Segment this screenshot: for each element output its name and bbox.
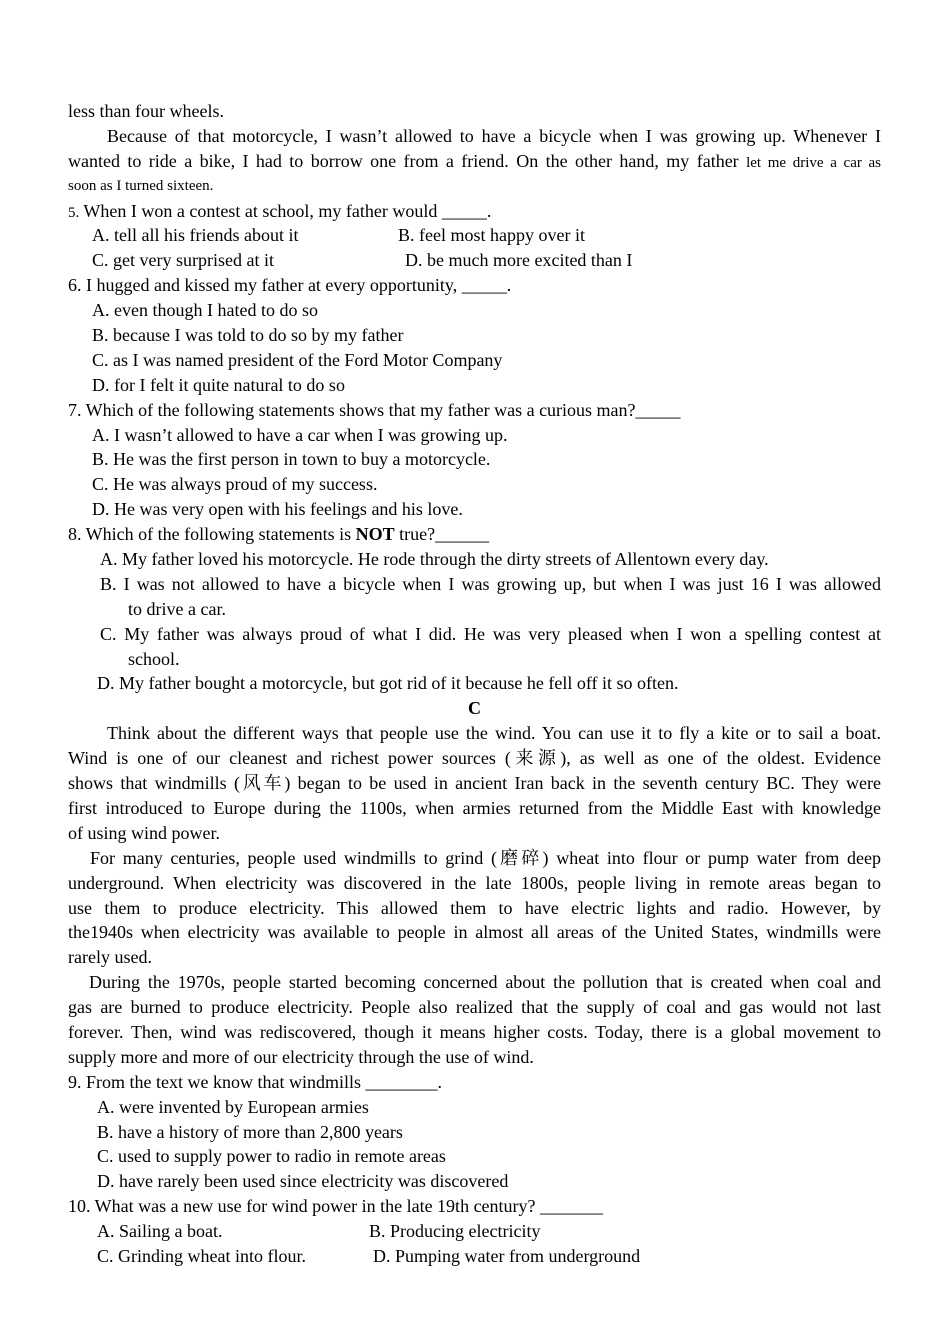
option-c-cont: school.: [128, 648, 180, 669]
option-b: B. because I was told to do so by my father: [92, 325, 404, 346]
emphasis-not: NOT: [355, 524, 395, 545]
passage-line: shows that windmills (风车) began to be used in ancient Iran back in the seventh century BC. They were: [68, 773, 881, 794]
question-5-stem: [68, 199, 881, 224]
option-a: A. My father loved his motorcycle. He rode through the dirty streets of Allentown every day.: [100, 549, 769, 570]
option-b: B. He was the first person in town to buy a motorcycle.: [92, 449, 491, 470]
option-b-cont: to drive a car.: [128, 598, 226, 619]
passage-line: supply more and more of our electricity through the use of wind.: [68, 1046, 534, 1067]
passage-line: soon as I turned sixteen.: [68, 177, 214, 194]
option-a: A. I wasn’t allowed to have a car when I was growing up.: [92, 424, 508, 445]
section-heading: C: [468, 698, 481, 719]
passage-line: of using wind power.: [68, 822, 220, 843]
question-7-stem: 7. Which of the following statements shows that my father was a curious man?_____: [68, 399, 681, 420]
passage-line: first introduced to Europe during the 1100s, when armies returned from the Middle East with knowledge: [68, 797, 881, 818]
option-row: [68, 1244, 881, 1269]
question-text: true?______: [394, 524, 490, 545]
option-c: C. used to supply power to radio in remote areas: [97, 1146, 446, 1167]
option-a: A. even though I hated to do so: [92, 300, 318, 321]
question-8-stem: [68, 522, 881, 547]
option-b: B. I was not allowed to have a bicycle when I was growing up, but when I was just 16 I was allowed: [100, 573, 881, 594]
option-b: B. feel most happy over it: [398, 225, 585, 246]
passage-text: wanted to ride a bike, I had to borrow one from a friend. On the other hand, my father: [68, 150, 747, 171]
document-page: [68, 99, 881, 1269]
option-d: D. for I felt it quite natural to do so: [92, 374, 345, 395]
passage-text-small: let me drive a car as: [746, 154, 881, 171]
question-text: 8. Which of the following statements is: [68, 524, 356, 545]
passage-line: Think about the different ways that people use the wind. You can use it to fly a kite or to sail a boat.: [107, 723, 881, 744]
option-c: C. Grinding wheat into flour.: [97, 1245, 306, 1266]
passage-line: use them to produce electricity. This allowed them to have electric lights and radio. However, by: [68, 897, 881, 918]
passage-line: For many centuries, people used windmills to grind (磨碎) wheat into flour or pump water from deep: [90, 847, 881, 868]
passage-line: Wind is one of our cleanest and richest power sources (来源), as well as one of the oldest. Evidence: [68, 748, 881, 769]
passage-line: rarely used.: [68, 947, 152, 968]
passage-line: gas are burned to produce electricity. People also realized that the supply of coal and gas would not last: [68, 997, 881, 1018]
passage-line: underground. When electricity was discovered in the late 1800s, people living in remote areas began to: [68, 872, 881, 893]
question-text: When I won a contest at school, my father would _____.: [79, 200, 492, 221]
option-d: D. be much more excited than I: [405, 250, 633, 271]
option-c: C. He was always proud of my success.: [92, 474, 378, 495]
question-6-stem: 6. I hugged and kissed my father at every opportunity, _____.: [68, 275, 512, 296]
option-row: [68, 223, 881, 248]
passage-line: forever. Then, wind was rediscovered, though it means higher costs. Today, there is a global movement to: [68, 1021, 881, 1042]
option-row: [68, 248, 881, 273]
passage-line: Because of that motorcycle, I wasn’t allowed to have a bicycle when I was growing up. Whenever I: [107, 125, 881, 146]
option-a: A. tell all his friends about it: [92, 225, 299, 246]
option-b: B. have a history of more than 2,800 years: [97, 1121, 403, 1142]
passage-line: During the 1970s, people started becoming concerned about the pollution that is created when coal and: [89, 972, 881, 993]
option-d: D. have rarely been used since electricity was discovered: [97, 1171, 509, 1192]
question-10-stem: 10. What was a new use for wind power in the late 19th century? _______: [68, 1196, 604, 1217]
passage-line: [68, 149, 881, 174]
option-row: [68, 1219, 881, 1244]
option-b: B. Producing electricity: [369, 1221, 541, 1242]
option-a: A. were invented by European armies: [97, 1096, 369, 1117]
passage-line: the1940s when electricity was available to people in almost all areas of the United States, windmills were: [68, 922, 881, 943]
option-a: A. Sailing a boat.: [97, 1221, 223, 1242]
option-d: D. Pumping water from underground: [373, 1245, 641, 1266]
question-number: 5.: [68, 204, 80, 221]
question-9-stem: 9. From the text we know that windmills ________.: [68, 1071, 442, 1092]
option-c: C. My father was always proud of what I did. He was very pleased when I won a spelling contest at: [100, 623, 881, 644]
option-d: D. He was very open with his feelings and his love.: [92, 499, 463, 520]
option-d: D. My father bought a motorcycle, but got rid of it because he fell off it so often.: [97, 673, 679, 694]
passage-line: less than four wheels.: [68, 101, 224, 121]
option-c: C. get very surprised at it: [92, 250, 274, 271]
option-c: C. as I was named president of the Ford Motor Company: [92, 349, 503, 370]
